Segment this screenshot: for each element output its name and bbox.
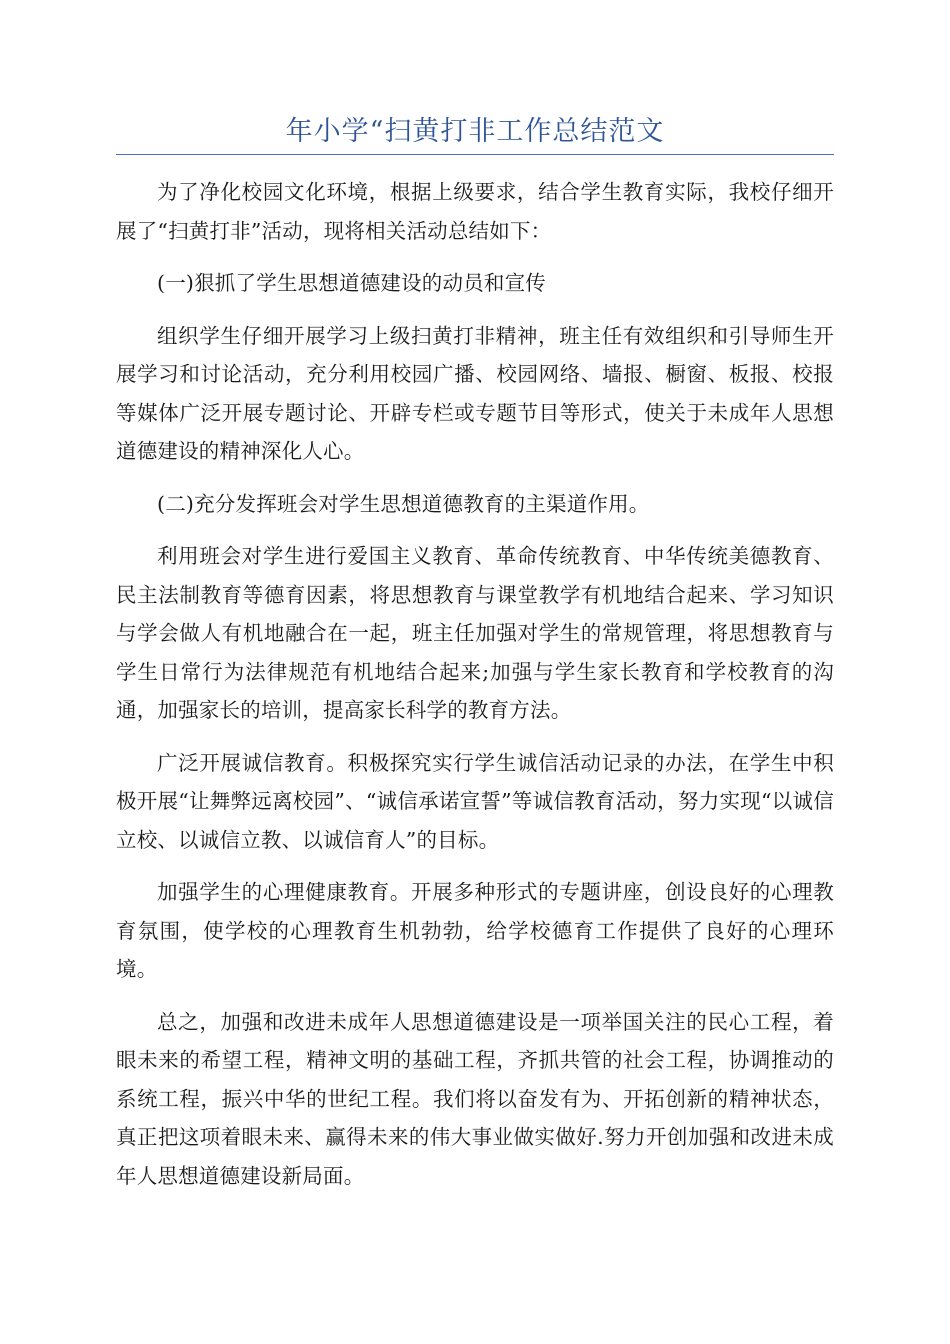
section-heading-2: (二)充分发挥班会对学生思想道德教育的主渠道作用。: [157, 491, 650, 516]
body-paragraph: 加强学生的心理健康教育。开展多种形式的专题讲座，创设良好的心理教育氛围，使学校的心理教育生机勃勃，给学校德育工作提供了良好的心理环境。: [116, 880, 834, 981]
document-title: 年小学“扫黄打非工作总结范文: [285, 116, 665, 147]
body-paragraph: 组织学生仔细开展学习上级扫黄打非精神，班主任有效组织和引导师生开展学习和讨论活动，充分利用校园广播、校园网络、墙报、橱窗、板报、校报等媒体广泛开展专题讨论、开辟专栏或专题节目等形式，使关于未成年人思想道德建设的精神深化人心。: [116, 323, 834, 463]
body-paragraph: 广泛开展诚信教育。积极探究实行学生诚信活动记录的办法，在学生中积极开展“让舞弊远离校园”、“诚信承诺宣誓”等诚信教育活动，努力实现“以诚信立校、以诚信立教、以诚信育人”的目标。: [116, 750, 834, 852]
title-underline: [116, 154, 834, 155]
conclusion-paragraph: 总之，加强和改进未成年人思想道德建设是一项举国关注的民心工程，着眼未来的希望工程，精神文明的基础工程，齐抓共管的社会工程，协调推动的系统工程，振兴中华的世纪工程。我们将以奋发有为、开拓创新的精神状态，真正把这项着眼未来、赢得未来的伟大事业做实做好.努力开创加强和改进未成年人思想道德建设新局面。: [116, 1009, 834, 1188]
document-body: [116, 173, 834, 1209]
section-heading-1: (一)狠抓了学生思想道德建设的动员和宣传: [157, 271, 546, 295]
body-paragraph: 利用班会对学生进行爱国主义教育、革命传统教育、中华传统美德教育、民主法制教育等德育因素，将思想教育与课堂教学有机地结合起来、学习知识与学会做人有机地融合在一起，班主任加强对学生的常规管理，将思想教育与学生日常行为法律规范有机地结合起来;加强与学生家长教育和学校教育的沟通，加强家长的培训，提高家长科学的教育方法。: [116, 544, 834, 722]
intro-paragraph: 为了净化校园文化环境，根据上级要求，结合学生教育实际，我校仔细开展了“扫黄打非”活动，现将相关活动总结如下：: [116, 180, 834, 243]
